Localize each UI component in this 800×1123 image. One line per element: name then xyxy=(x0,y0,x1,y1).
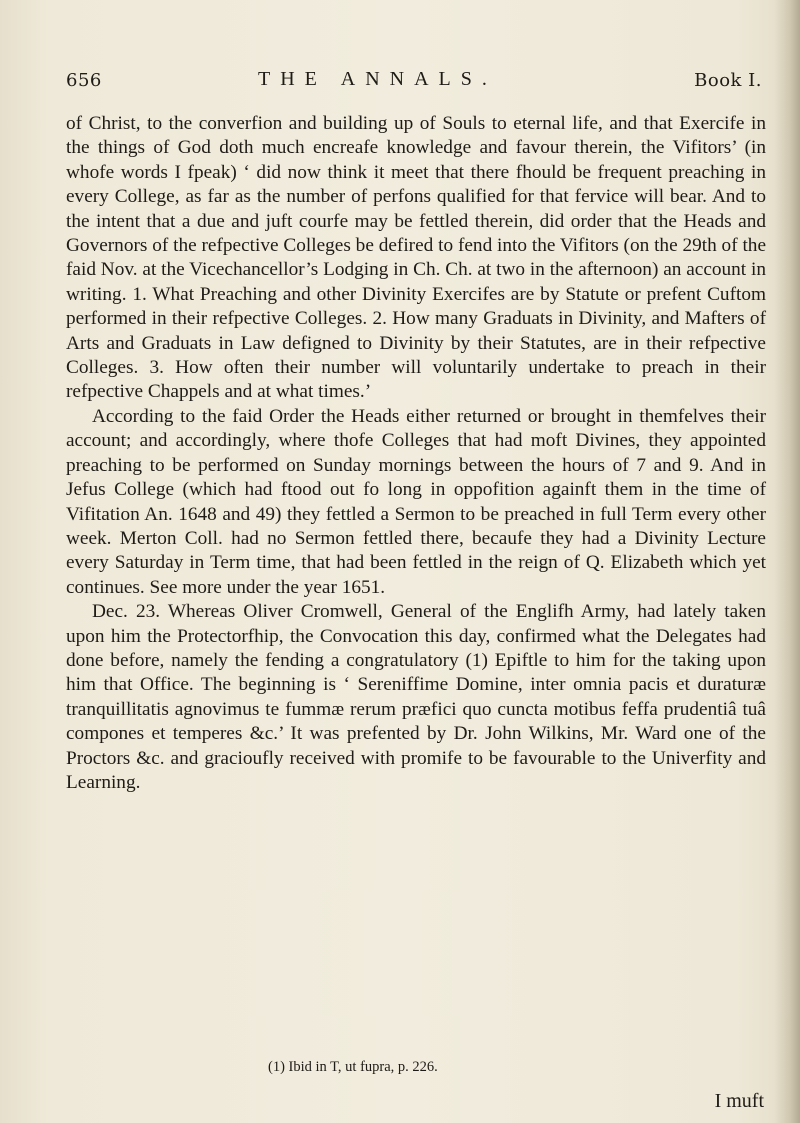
book-label: Book I. xyxy=(694,70,762,91)
page-header xyxy=(66,68,766,98)
paragraph-3: Dec. 23. Whereas Oliver Cromwell, General of the Englifh Army, had lately taken upon him the Protectorfhip, the Convocation this day, confirmed what the Delegates had done before, namely the fending a congratulatory (1) Epiftle to him for the taking upon him that Office. The beginning is ‘ Sereniffime Domine, inter omnia pacis et duraturæ tranquillitatis agnovimus te fummæ rerum præfici quo cuncta motibus feffa prudentiâ tuâ compones et temperes &c.’ It was prefented by Dr. John Wilkins, Mr. Ward one of the Proctors &c. and gracioufly received with promife to be favourable to the Univerfity and Learning. xyxy=(66,601,766,793)
page-number: 656 xyxy=(66,70,102,91)
body-text xyxy=(66,112,766,795)
paragraph-2: According to the faid Order the Heads either returned or brought in themfelves their account; and accordingly, where thofe Colleges that had moft Divines, they appointed preaching to be performed on Sunday mornings between the hours of 7 and 9. And in Jefus College (which had ftood out fo long in oppofition againft them in the time of Vifitation An. 1648 and 49) they fettled a Sermon to be preached in full Term every other week. Merton Coll. had no Sermon fettled there, becaufe they had a Divinity Lecture every Saturday in Term time, that had been fettled in the reign of Q. Elizabeth which yet continues. See more under the year 1651. xyxy=(66,405,766,598)
footnote: (1) Ibid in T, ut fupra, p. 226. xyxy=(268,1059,438,1075)
paragraph-1: of Christ, to the converfion and building up of Souls to eternal life, and that Exercife in the things of God doth much encreafe knowledge and favour therein, the Vifitors’ (in whofe words I fpeak) ‘ did now think it meet that there fhould be frequent preaching in every College, as far as the number of perfons qualified for that fervice will bear. And to the intent that a due and juft courfe may be fettled therein, did order that the Heads and Governors of the refpective Colleges be defired to fend into the Vifitors (on the 29th of the faid Nov. at the Vicechancellor’s Lodging in Ch. Ch. at two in the afternoon) an account in writing. 1. What Preaching and other Divinity Exercifes are by Statute or prefent Cuftom performed in their refpective Colleges. 2. How many Graduats in Divinity, and Mafters of Arts and Graduats in Law defigned to Divinity by their Statutes, are in their refpective Colleges. 3. How often their number will voluntarily undertake to preach in their refpective Chappels and at what times.’ xyxy=(66,113,766,403)
running-title: THE ANNALS. xyxy=(258,68,497,90)
catchword: I muft xyxy=(714,1090,764,1112)
page-edge-shadow xyxy=(774,0,800,1123)
